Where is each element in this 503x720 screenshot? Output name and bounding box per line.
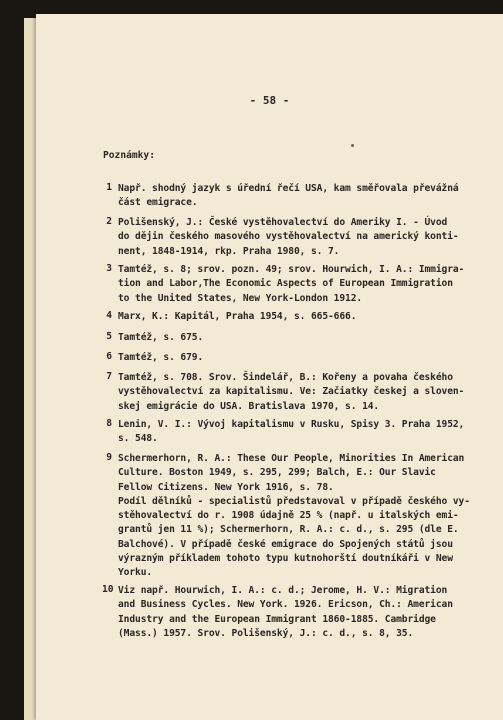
note-text: Schermerhorn, R. A.: These Our People, Minorities In American Culture. Boston 1949, s. 295, 299; Balch, E.: Our Slavic Fellow Citizens. New York 1916, s. 78. Podíl dělníků - specialistů představoval v případě českého vy- stěhovalectví do r. 1908 údajně 25 % (např. u italských emi- grantů jen 11 %); Schermerhorn, R. A.: c. d., s. 295 (dle E. Balchové). V případě české emigrace do Spojených států jsou výrazným příkladem tohoto typu kutnohorští doutníkáři v New Yorku.: [118, 453, 470, 579]
note-number: 10: [102, 584, 114, 595]
note-text: Např. shodný jazyk s úřední řečí USA, kam směřovala převážná část emigrace.: [118, 183, 459, 209]
note-number: 3: [106, 263, 112, 274]
document-page: [36, 14, 503, 720]
page-number: - 58 -: [249, 94, 290, 107]
note-text: Tamtéž, s. 8; srov. pozn. 49; srov. Hourwich, I. A.: Immigra- tion and Labor,The Economic Aspects of European Immigration to the United States, New York-London 1912.: [118, 264, 465, 304]
note-text: Tamtéž, s. 708. Srov. Šindelář, B.: Kořeny a povaha českého vystěhovalectví za kapitalismu. Ve: Začiatky českej a sloven- skej emigrácie do USA. Bratislava 1970, s. 14.: [118, 372, 465, 412]
note-number: 2: [106, 216, 112, 227]
note-text: Polišenský, J.: České vystěhovalectví do Ameriky I. - Úvod do dějin českého masového vystěhovalectví na americký konti- nent, 1848-1914, rkp. Praha 1980, s. 7.: [118, 217, 459, 257]
note-text: Tamtéž, s. 675.: [118, 332, 204, 343]
note-text: Lenin, V. I.: Vývoj kapitalismu v Rusku, Spisy 3. Praha 1952, s. 548.: [118, 419, 465, 445]
note-text: Tamtéž, s. 679.: [118, 352, 204, 363]
note-number: 6: [106, 351, 112, 362]
note-text: Viz např. Hourwich, I. A.: c. d.; Jerome, H. V.: Migration and Business Cycles. New York. 1926. Ericson, Ch.: American Industry and the European Immigrant 1860-1885. Cambridge (Mass.) 1957. Srov. Polišenský, J.: c. d., s. 8, 35.: [118, 585, 453, 639]
note-number: 1: [106, 182, 112, 193]
notes-heading: Poznámky:: [103, 150, 155, 161]
note-number: 4: [106, 310, 112, 321]
note-number: 9: [106, 452, 112, 463]
paper-speck: [351, 144, 354, 147]
note-number: 7: [106, 371, 112, 382]
note-text: Marx, K.: Kapitál, Praha 1954, s. 665-666.: [118, 311, 357, 322]
note-number: 5: [106, 331, 112, 342]
note-number: 8: [106, 418, 112, 429]
